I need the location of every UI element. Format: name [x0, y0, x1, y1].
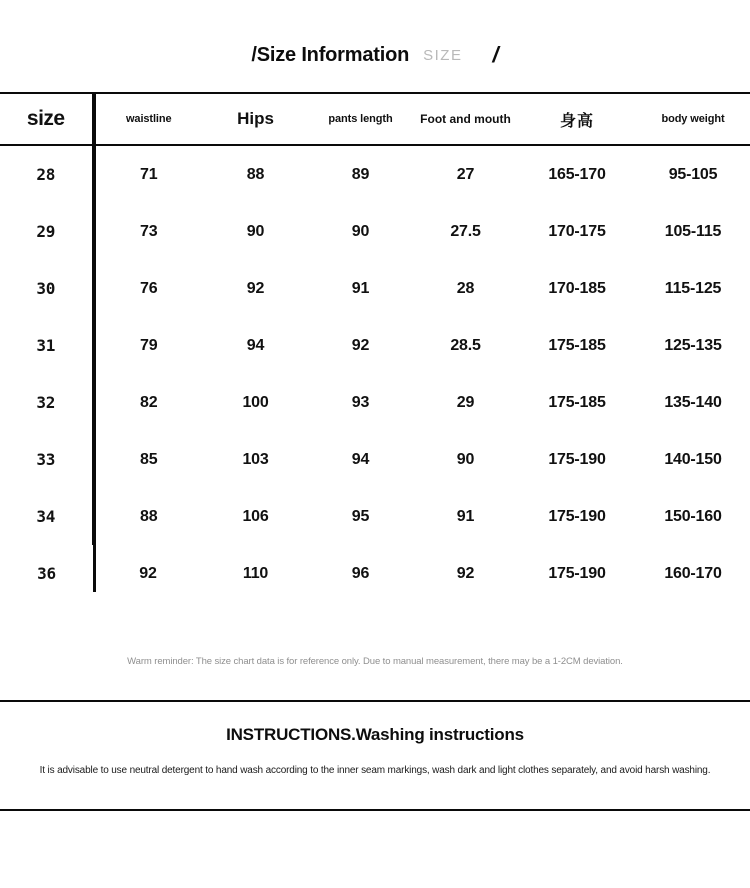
cell-size: 29	[0, 203, 93, 260]
instructions-body: It is advisable to use neutral detergent to hand wash according to the inner seam markings, wash dark and light clothes separately, and avoid harsh washing.	[39, 765, 711, 776]
cell-pants-length: 93	[351, 393, 370, 411]
cell-body-weight: 105-115	[664, 222, 722, 240]
cell-waistline: 73	[140, 222, 158, 240]
cell-foot-and-mouth: 28.5	[450, 336, 481, 354]
cell-height: 165-170	[548, 165, 606, 183]
cell-size: 31	[0, 317, 93, 374]
cell-height: 175-190	[548, 507, 606, 525]
column-header-hips: Hips	[203, 93, 308, 145]
cell-height: 175-185	[548, 393, 606, 411]
cell-hips: 103	[242, 450, 269, 468]
cell-height: 170-185	[548, 279, 606, 297]
table-row	[0, 260, 750, 317]
page-title-main: /Size Information	[251, 43, 410, 66]
cell-pants-length: 89	[351, 165, 370, 183]
washing-instructions-section	[0, 725, 750, 776]
table-row	[0, 488, 750, 545]
cell-foot-and-mouth: 27.5	[450, 222, 481, 240]
cell-height: 175-190	[548, 450, 606, 468]
table-row	[0, 545, 750, 602]
cell-pants-length: 92	[351, 336, 370, 354]
cell-body-weight: 115-125	[664, 279, 722, 297]
title-slash-mark: /	[492, 42, 499, 67]
cell-height: 170-175	[548, 222, 606, 240]
size-table	[0, 92, 750, 602]
cell-size: 32	[0, 374, 93, 431]
cell-pants-length: 90	[351, 222, 370, 240]
cell-waistline: 71	[140, 165, 158, 183]
cell-height: 175-190	[548, 564, 606, 582]
cell-waistline: 88	[140, 507, 158, 525]
size-chart	[0, 92, 750, 602]
cell-waistline: 79	[140, 336, 158, 354]
cell-body-weight: 150-160	[664, 507, 722, 525]
table-row	[0, 203, 750, 260]
cell-hips: 94	[246, 336, 265, 354]
cell-foot-and-mouth: 91	[456, 507, 475, 525]
spacer-below-instructions	[0, 776, 750, 809]
cell-foot-and-mouth: 92	[456, 564, 475, 582]
cell-waistline: 82	[140, 393, 158, 411]
column-header-size: size	[0, 93, 93, 145]
cell-pants-length: 96	[351, 564, 370, 582]
cell-foot-and-mouth: 29	[456, 393, 475, 411]
table-row	[0, 317, 750, 374]
cell-hips: 110	[242, 564, 269, 582]
cell-size: 34	[0, 488, 93, 545]
column-header-pants-length: pants length	[308, 93, 413, 145]
spacer-above-divider	[0, 667, 750, 700]
warm-reminder-note: Warm reminder: The size chart data is for reference only. Due to manual measurement, there may be a 1-2CM deviation.	[127, 656, 623, 667]
section-divider-top	[0, 700, 750, 702]
cell-pants-length: 95	[351, 507, 370, 525]
section-divider-bottom	[0, 809, 750, 811]
cell-pants-length: 91	[351, 279, 370, 297]
cell-body-weight: 125-135	[664, 336, 722, 354]
column-header-foot-and-mouth: Foot and mouth	[413, 93, 518, 145]
cell-waistline: 92	[139, 564, 157, 582]
table-row	[0, 431, 750, 488]
size-table-body	[0, 145, 750, 602]
cell-pants-length: 94	[351, 450, 370, 468]
page-title	[0, 0, 750, 92]
cell-size: 33	[0, 431, 93, 488]
column-header-height: 身高	[518, 93, 636, 145]
column-header-waistline: waistline	[93, 93, 203, 145]
cell-height: 175-185	[548, 336, 606, 354]
cell-body-weight: 95-105	[668, 165, 718, 183]
cell-size: 30	[0, 260, 93, 317]
page-title-sub: SIZE	[423, 46, 463, 64]
cell-size: 28	[0, 145, 93, 203]
cell-hips: 92	[246, 279, 265, 297]
column-header-body-weight: body weight	[636, 93, 750, 145]
cell-foot-and-mouth: 28	[456, 279, 475, 297]
cell-body-weight: 140-150	[664, 450, 722, 468]
instructions-title: INSTRUCTIONS.Washing instructions	[226, 725, 524, 744]
table-row	[0, 145, 750, 203]
size-table-header	[0, 93, 750, 145]
cell-size: 36	[37, 564, 56, 583]
cell-body-weight: 135-140	[664, 393, 722, 411]
cell-waistline: 76	[140, 279, 158, 297]
table-row	[0, 374, 750, 431]
cell-hips: 88	[246, 165, 265, 183]
size-column-divider	[93, 93, 96, 592]
cell-foot-and-mouth: 90	[456, 450, 475, 468]
cell-hips: 106	[242, 507, 269, 525]
cell-foot-and-mouth: 27	[456, 165, 475, 183]
table-header-row	[0, 93, 750, 145]
cell-waistline: 85	[140, 450, 158, 468]
cell-body-weight: 160-170	[664, 564, 722, 582]
cell-hips: 90	[246, 222, 265, 240]
cell-hips: 100	[242, 393, 269, 411]
